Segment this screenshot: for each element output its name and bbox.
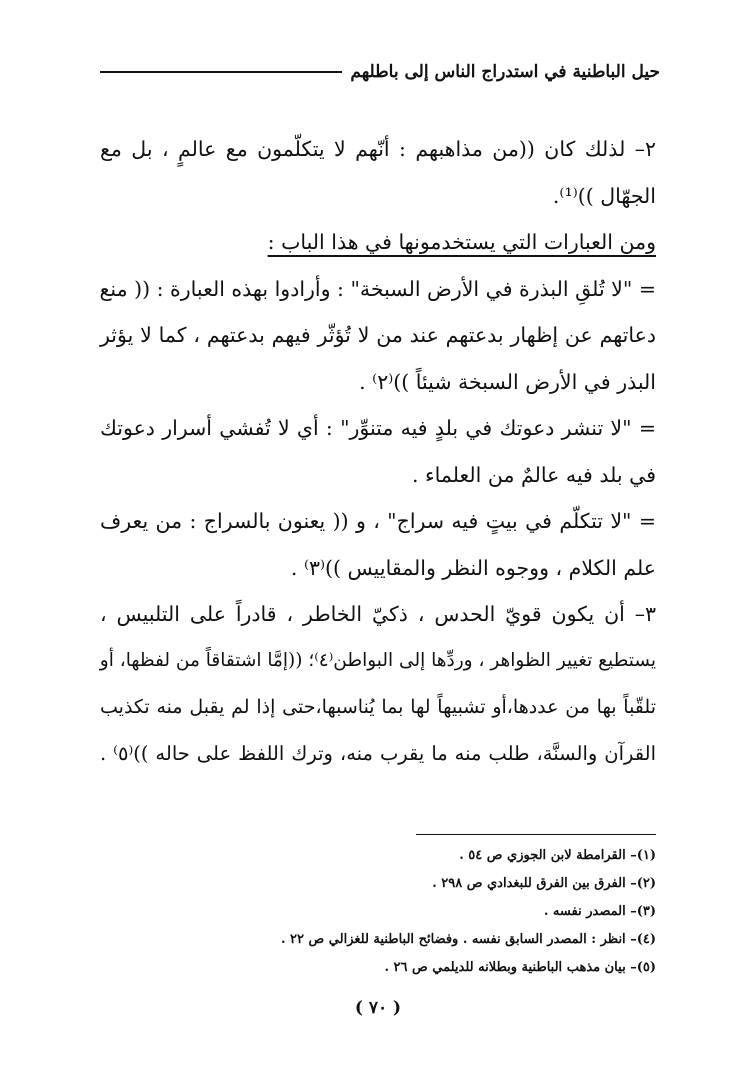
running-header-title: حيل الباطنية في استدراج الناس إلى باطلهم	[350, 62, 660, 82]
paragraph-line: دعاتهم عن إظهار بدعتهم عند من لا تُؤثّر فيهم بدعتهم ، كما لا يؤثر	[100, 323, 656, 347]
footnote: (٥)– بيان مذهب الباطنية وبطلانه للديلمي ص ٢٦ .	[384, 960, 656, 975]
paragraph-line: الجهّال ))⁽¹⁾.	[552, 183, 656, 208]
footnotes	[100, 842, 656, 982]
footnote-separator	[416, 834, 656, 835]
paragraph-line: البذر في الأرض السبخة شيئاً ))⁽٢⁾ .	[359, 369, 656, 394]
body-text	[100, 126, 656, 777]
header-rule	[100, 71, 342, 73]
paragraph-line: = "لا تنشر دعوتك في بلدٍ فيه متنوِّر" : أي لا تُفشي أسرار دعوتك	[100, 416, 656, 440]
footnote: (١)– القرامطة لابن الجوزي ص ٥٤ .	[459, 848, 656, 863]
footnote: (٣)– المصدر نفسه .	[543, 904, 656, 919]
page-number: ( ٧٠ )	[354, 998, 402, 1018]
footnote: (٤)– انظر : المصدر السابق نفسه . وفضائح الباطنية للغزالي ص ٢٢ .	[280, 932, 656, 947]
paragraph-line: ٢– لذلك كان ((من مذاهبهم : أنّهم لا يتكلّمون مع عالمٍ ، بل مع	[100, 137, 656, 161]
paragraph-line: في بلد فيه عالمٌ من العلماء .	[411, 462, 656, 487]
paragraph-line: ٣– أن يكون قويّ الحدس ، ذكيّ الخاطر ، قادراً على التلبيس ،	[100, 602, 656, 626]
running-header	[100, 62, 660, 82]
paragraph-line: يستطيع تغيير الظواهر ، وردِّها إلى البواطن⁽٤⁾؛ ((إمَّا اشتقاقاً من لفظها، أو	[99, 649, 656, 671]
paragraph-line: القرآن والسنَّة، طلب منه ما يقرب منه، وترك اللفظ على حاله ))⁽٥⁾ .	[100, 741, 657, 765]
section-heading-line	[100, 219, 656, 266]
section-heading: ومن العبارات التي يستخدمونها في هذا الباب :	[267, 230, 656, 254]
paragraph-line: علم الكلام ، ووجوه النظر والمقاييس ))⁽٣⁾ .	[290, 555, 656, 580]
paragraph-line: = "لا تُلقِ البذرة في الأرض السبخة" : وأرادوا بهذه العبارة : (( منع	[99, 276, 656, 301]
paragraph-line: = "لا تتكلّم في بيتٍ فيه سراج" ، و (( يعنون بالسراج : من يعرف	[100, 509, 656, 533]
paragraph-line: تلقّباً بها من عددها،أو تشبيهاً لها بما يُناسبها،حتى إذا لم يقبل منه تكذيب	[100, 696, 656, 718]
footnote: (٢)– الفرق بين الفرق للبغدادي ص ٢٩٨ .	[432, 876, 656, 891]
